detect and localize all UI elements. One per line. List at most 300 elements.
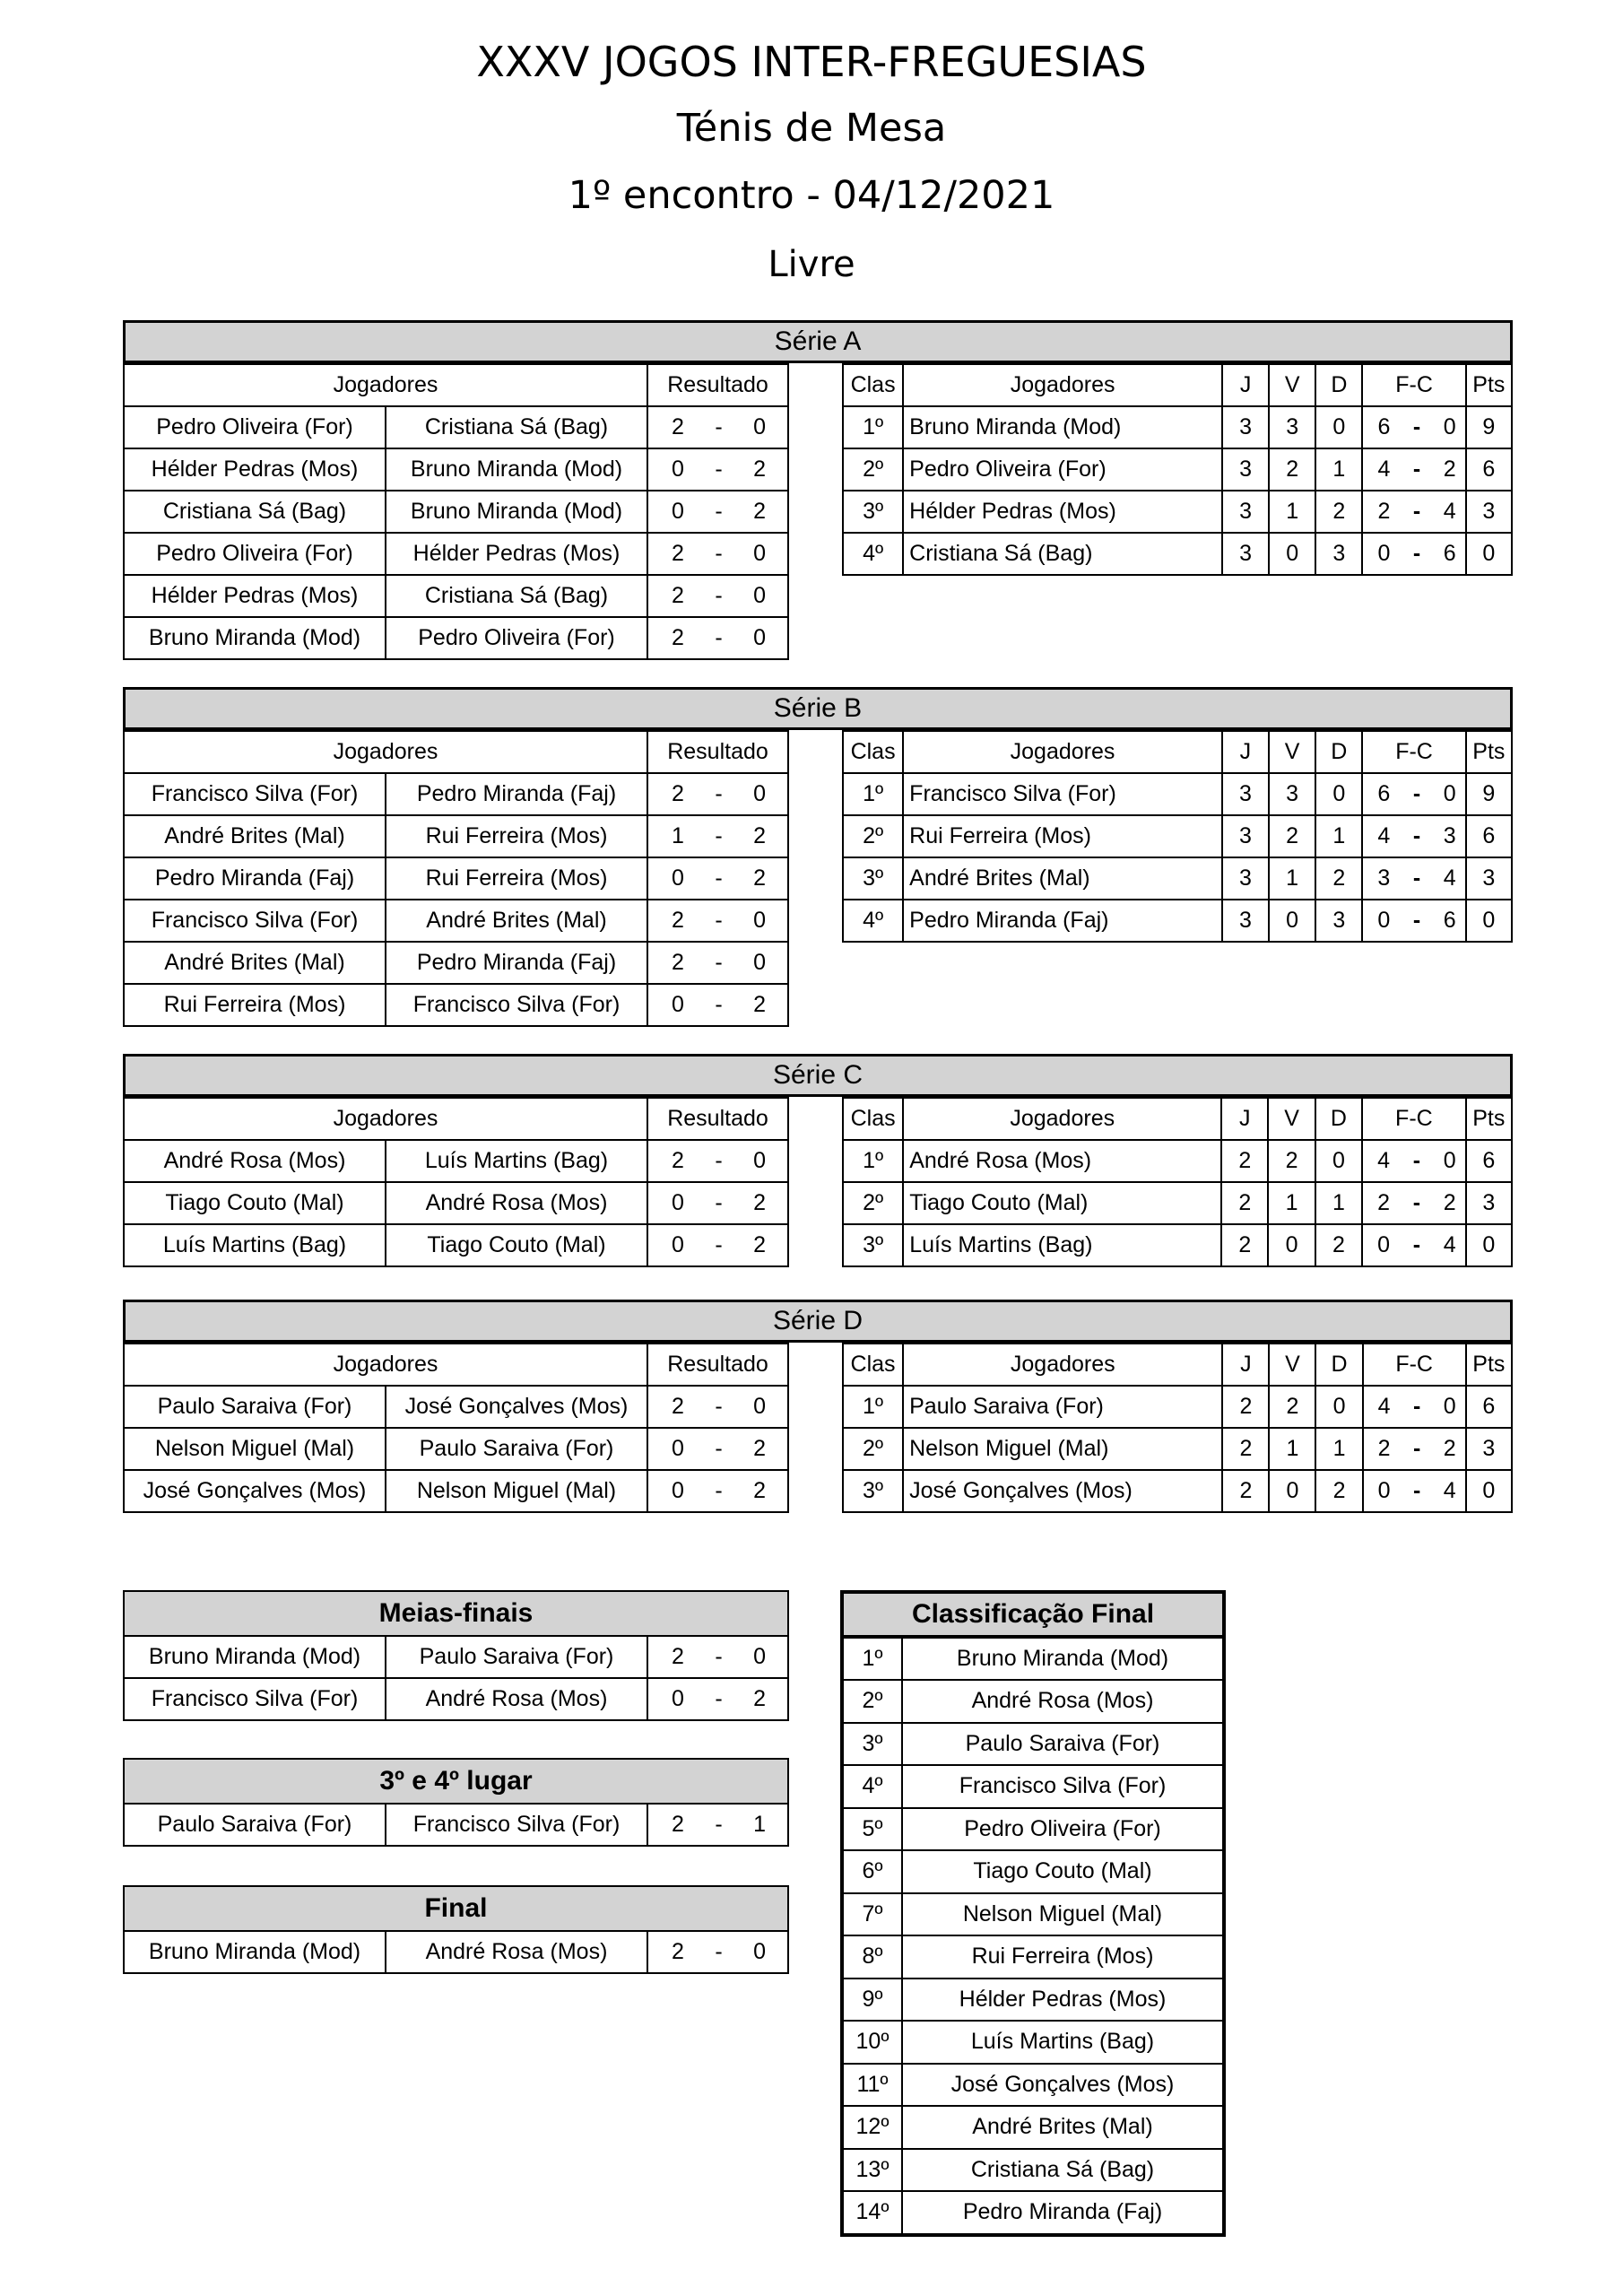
score-right: 2: [753, 1190, 766, 1215]
header-clas: Clas: [843, 364, 903, 406]
header-pts: Pts: [1466, 731, 1512, 773]
header-j: J: [1222, 364, 1269, 406]
wins: 1: [1269, 857, 1315, 900]
series-title: Série D: [123, 1300, 1513, 1343]
header-fc: F-C: [1362, 364, 1465, 406]
score-right: 2: [753, 457, 766, 482]
score-cell: [1362, 857, 1465, 900]
player-name: Pedro Miranda (Faj): [902, 2191, 1224, 2235]
header-j: J: [1221, 1098, 1268, 1140]
player-name: André Brites (Mal): [902, 2106, 1224, 2149]
games-played: 3: [1222, 900, 1269, 942]
series-title: Série A: [123, 320, 1513, 363]
player-1: André Rosa (Mos): [124, 1140, 386, 1182]
player-1: José Gonçalves (Mos): [124, 1470, 386, 1512]
rank: 3º: [843, 491, 903, 533]
rank: 2º: [843, 1428, 903, 1470]
losses: 3: [1315, 900, 1362, 942]
score-right: 4: [1443, 1232, 1456, 1257]
player-2: Paulo Saraiva (For): [386, 1636, 647, 1678]
player-name: Rui Ferreira (Mos): [903, 815, 1222, 857]
wins: 2: [1268, 1140, 1315, 1182]
score-left: 2: [672, 541, 684, 566]
points: 3: [1466, 1182, 1512, 1224]
player-1: Pedro Oliveira (For): [124, 406, 386, 448]
score-left: 0: [672, 1436, 684, 1461]
score-right: 2: [1443, 1436, 1456, 1461]
player-name: Pedro Oliveira (For): [902, 1808, 1224, 1851]
header-fc: F-C: [1362, 1098, 1465, 1140]
player-1: Bruno Miranda (Mod): [124, 1931, 386, 1973]
wins: 1: [1269, 491, 1315, 533]
points: 0: [1466, 1470, 1512, 1512]
standings-header-row: [843, 1344, 1512, 1386]
standings-row: [843, 773, 1512, 815]
player-2: Luís Martins (Bag): [386, 1140, 647, 1182]
score-cell: [1362, 1182, 1465, 1224]
header-resultado: Resultado: [647, 1098, 788, 1140]
score-left: 6: [1377, 414, 1391, 439]
standings-header-row: [843, 1098, 1512, 1140]
score: [648, 414, 787, 440]
points: 0: [1466, 1224, 1512, 1266]
score-right: 0: [753, 1148, 766, 1173]
player-name: Rui Ferreira (Mos): [902, 1935, 1224, 1979]
score-right: 0: [1443, 781, 1456, 806]
score-dash: -: [715, 1644, 723, 1669]
game-row: [124, 617, 788, 659]
knockout-title: 3º e 4º lugar: [124, 1759, 788, 1804]
final-classification-title: Classificação Final: [842, 1592, 1224, 1637]
player-name: Francisco Silva (For): [903, 773, 1222, 815]
header-j: J: [1222, 731, 1269, 773]
header-jogadores: Jogadores: [124, 1098, 647, 1140]
score-cell: [647, 942, 788, 984]
games-played: 3: [1222, 857, 1269, 900]
losses: 2: [1315, 1470, 1362, 1512]
games-table: [123, 730, 789, 1027]
score-cell: [647, 1678, 788, 1720]
player-1: Luís Martins (Bag): [124, 1224, 386, 1266]
score-right: 2: [753, 1436, 766, 1461]
score-left: 2: [672, 1812, 684, 1837]
score-right: 4: [1443, 1478, 1456, 1503]
score: [648, 1686, 787, 1712]
score-dash: -: [1412, 823, 1421, 848]
standings-row: [843, 1386, 1512, 1428]
losses: 0: [1315, 773, 1362, 815]
score-dash: -: [1412, 1394, 1421, 1419]
score-right: 2: [753, 823, 766, 848]
game-row: [124, 1428, 788, 1470]
rank: 1º: [843, 773, 903, 815]
losses: 2: [1315, 1224, 1362, 1266]
header-v: V: [1269, 1344, 1315, 1386]
score: [648, 457, 787, 483]
score-right: 6: [1443, 541, 1456, 566]
games-played: 3: [1222, 491, 1269, 533]
rank: 9º: [842, 1979, 902, 2022]
score: [1363, 823, 1464, 849]
score-cell: [1362, 1224, 1465, 1266]
games-header-row: [124, 1344, 788, 1386]
losses: 3: [1315, 533, 1362, 575]
rank: 3º: [842, 1723, 902, 1766]
rank: 13º: [842, 2149, 902, 2192]
player-1: Bruno Miranda (Mod): [124, 617, 386, 659]
score-dash: -: [715, 823, 723, 848]
points: 9: [1466, 773, 1512, 815]
player-name: André Brites (Mal): [903, 857, 1222, 900]
score-left: 2: [672, 1644, 684, 1669]
points: 0: [1466, 533, 1512, 575]
player-1: Bruno Miranda (Mod): [124, 1636, 386, 1678]
score-right: 2: [1443, 1190, 1456, 1215]
score: [1363, 1232, 1464, 1258]
score-dash: -: [1412, 1148, 1421, 1173]
score: [1363, 865, 1464, 891]
player-1: Rui Ferreira (Mos): [124, 984, 386, 1026]
header-pts: Pts: [1466, 364, 1512, 406]
game-row: [124, 1386, 788, 1428]
game-row: [124, 1224, 788, 1266]
score-left: 2: [672, 583, 684, 608]
score-cell: [647, 1386, 788, 1428]
games-played: 3: [1222, 815, 1269, 857]
standings-row: [843, 533, 1512, 575]
score: [648, 1394, 787, 1420]
header-d: D: [1315, 731, 1362, 773]
score-left: 2: [1377, 1436, 1391, 1461]
rank: 7º: [842, 1893, 902, 1936]
header-jogadores: Jogadores: [903, 364, 1222, 406]
player-1: Francisco Silva (For): [124, 900, 386, 942]
games-played: 3: [1222, 773, 1269, 815]
score-left: 2: [672, 908, 684, 933]
player-2: Bruno Miranda (Mod): [386, 448, 647, 491]
score-cell: [647, 1224, 788, 1266]
classification-row: [842, 2064, 1224, 2107]
score-right: 2: [753, 865, 766, 891]
score: [648, 992, 787, 1018]
classification-row: [842, 2021, 1224, 2064]
losses: 0: [1315, 406, 1362, 448]
score-right: 2: [753, 1686, 766, 1711]
game-row: [124, 773, 788, 815]
game-row: [124, 942, 788, 984]
player-2: André Rosa (Mos): [386, 1931, 647, 1973]
player-1: Nelson Miguel (Mal): [124, 1428, 386, 1470]
score-dash: -: [715, 499, 723, 524]
score-cell: [647, 533, 788, 575]
score-cell: [647, 857, 788, 900]
rank: 1º: [842, 1637, 902, 1681]
score-right: 2: [753, 499, 766, 524]
score: [1364, 1394, 1465, 1420]
points: 6: [1466, 1386, 1512, 1428]
score-right: 0: [753, 908, 766, 933]
score-left: 0: [1377, 541, 1391, 566]
losses: 1: [1315, 1428, 1362, 1470]
score-cell: [647, 491, 788, 533]
score-right: 0: [753, 1939, 766, 1964]
score-dash: -: [715, 414, 723, 439]
score-right: 6: [1443, 908, 1456, 933]
score: [648, 865, 787, 891]
header-clas: Clas: [843, 1098, 903, 1140]
score-cell: [647, 815, 788, 857]
score-cell: [647, 406, 788, 448]
player-2: Pedro Miranda (Faj): [386, 942, 647, 984]
score-right: 4: [1443, 499, 1456, 524]
player-1: Paulo Saraiva (For): [124, 1804, 386, 1846]
losses: 0: [1315, 1140, 1362, 1182]
score-dash: -: [1412, 781, 1421, 806]
rank: 11º: [842, 2064, 902, 2107]
score-cell: [647, 1804, 788, 1846]
score-dash: -: [715, 781, 723, 806]
player-2: Pedro Oliveira (For): [386, 617, 647, 659]
score-dash: -: [715, 583, 723, 608]
classification-row: [842, 1979, 1224, 2022]
score-left: 0: [1377, 1478, 1391, 1503]
player-2: André Rosa (Mos): [386, 1678, 647, 1720]
score-cell: [1363, 1428, 1466, 1470]
games-table: [123, 1343, 789, 1513]
rank: 12º: [842, 2106, 902, 2149]
score-cell: [647, 1182, 788, 1224]
rank: 2º: [843, 815, 903, 857]
standings-row: [843, 815, 1512, 857]
player-name: Hélder Pedras (Mos): [903, 491, 1222, 533]
standings-row: [843, 857, 1512, 900]
rank: 4º: [842, 1765, 902, 1808]
score-left: 0: [672, 1478, 684, 1503]
score-dash: -: [1412, 1478, 1421, 1503]
standings-table: [842, 730, 1513, 943]
game-row: [124, 1678, 788, 1720]
score: [648, 1939, 787, 1965]
player-1: Francisco Silva (For): [124, 1678, 386, 1720]
score: [648, 1190, 787, 1216]
rank: 1º: [843, 406, 903, 448]
score-cell: [1362, 1140, 1465, 1182]
knockout-table: [123, 1885, 789, 1974]
score-left: 4: [1377, 823, 1391, 848]
losses: 1: [1315, 1182, 1362, 1224]
score-right: 0: [753, 541, 766, 566]
game-row: [124, 491, 788, 533]
standings-row: [843, 1182, 1512, 1224]
wins: 1: [1269, 1428, 1315, 1470]
wins: 0: [1269, 533, 1315, 575]
knockout-table: [123, 1758, 789, 1847]
score: [1363, 414, 1464, 440]
games-played: 3: [1222, 406, 1269, 448]
classification-row: [842, 2149, 1224, 2192]
game-row: [124, 900, 788, 942]
standings-row: [843, 491, 1512, 533]
player-1: Hélder Pedras (Mos): [124, 575, 386, 617]
classification-row: [842, 1935, 1224, 1979]
standings-row: [843, 406, 1512, 448]
score-dash: -: [715, 1478, 723, 1503]
score-dash: -: [1412, 865, 1421, 891]
game-row: [124, 575, 788, 617]
player-2: Rui Ferreira (Mos): [386, 815, 647, 857]
page-subtitle: Ténis de Mesa: [676, 106, 947, 151]
score-dash: -: [715, 908, 723, 933]
category-label: Livre: [768, 244, 855, 285]
classification-row: [842, 1680, 1224, 1723]
score-dash: -: [1412, 414, 1421, 439]
games-played: 3: [1222, 533, 1269, 575]
game-row: [124, 1470, 788, 1512]
standings-row: [843, 1428, 1512, 1470]
points: 6: [1466, 448, 1512, 491]
games-played: 2: [1222, 1428, 1269, 1470]
losses: 2: [1315, 491, 1362, 533]
wins: 2: [1269, 448, 1315, 491]
rank: 6º: [842, 1850, 902, 1893]
header-jogadores: Jogadores: [903, 1098, 1221, 1140]
series-title: Série C: [123, 1054, 1513, 1097]
header-d: D: [1315, 1344, 1362, 1386]
rank: 10º: [842, 2021, 902, 2064]
score: [1364, 1478, 1465, 1504]
knockout-table: [123, 1590, 789, 1721]
score-left: 3: [1377, 865, 1391, 891]
score-cell: [647, 1470, 788, 1512]
score: [1363, 499, 1464, 525]
score-left: 2: [672, 1148, 684, 1173]
rank: 5º: [842, 1808, 902, 1851]
score-dash: -: [1412, 541, 1421, 566]
header-pts: Pts: [1466, 1344, 1512, 1386]
score-dash: -: [715, 1190, 723, 1215]
standings-row: [843, 1224, 1512, 1266]
player-1: André Brites (Mal): [124, 942, 386, 984]
score-left: 1: [672, 823, 684, 848]
score-right: 2: [753, 1478, 766, 1503]
score-left: 0: [1377, 1232, 1391, 1257]
header-fc: F-C: [1362, 731, 1465, 773]
wins: 2: [1269, 815, 1315, 857]
player-name: Tiago Couto (Mal): [902, 1850, 1224, 1893]
player-name: Bruno Miranda (Mod): [903, 406, 1222, 448]
score: [648, 823, 787, 849]
score: [648, 1478, 787, 1504]
score-dash: -: [715, 1686, 723, 1711]
score-right: 0: [753, 781, 766, 806]
classification-row: [842, 1893, 1224, 1936]
final-classification-header-row: [842, 1592, 1224, 1637]
standings-header-row: [843, 364, 1512, 406]
game-row: [124, 1804, 788, 1846]
knockout-header-row: [124, 1591, 788, 1636]
score-left: 0: [672, 992, 684, 1017]
score-right: 0: [753, 1644, 766, 1669]
points: 3: [1466, 857, 1512, 900]
game-row: [124, 1140, 788, 1182]
player-1: Cristiana Sá (Bag): [124, 491, 386, 533]
standings-row: [843, 900, 1512, 942]
score-dash: -: [715, 1232, 723, 1257]
score-left: 0: [672, 499, 684, 524]
header-resultado: Resultado: [647, 1344, 788, 1386]
rank: 4º: [843, 900, 903, 942]
player-name: Luís Martins (Bag): [902, 2021, 1224, 2064]
score-cell: [647, 617, 788, 659]
player-1: Pedro Oliveira (For): [124, 533, 386, 575]
player-name: Nelson Miguel (Mal): [902, 1893, 1224, 1936]
header-fc: F-C: [1363, 1344, 1466, 1386]
header-jogadores: Jogadores: [903, 731, 1222, 773]
classification-row: [842, 2106, 1224, 2149]
score: [1363, 457, 1464, 483]
standings-table: [842, 1097, 1513, 1267]
standings-row: [843, 1140, 1512, 1182]
wins: 0: [1268, 1224, 1315, 1266]
score-left: 2: [672, 781, 684, 806]
header-v: V: [1269, 731, 1315, 773]
standings-table: [842, 1343, 1513, 1513]
player-2: Paulo Saraiva (For): [386, 1428, 647, 1470]
player-2: Rui Ferreira (Mos): [386, 857, 647, 900]
player-name: Paulo Saraiva (For): [903, 1386, 1222, 1428]
player-name: José Gonçalves (Mos): [903, 1470, 1222, 1512]
score-cell: [647, 1140, 788, 1182]
score: [1363, 1190, 1464, 1216]
player-2: José Gonçalves (Mos): [386, 1386, 647, 1428]
score: [648, 1644, 787, 1670]
score-cell: [1362, 900, 1465, 942]
score-dash: -: [715, 950, 723, 975]
header-pts: Pts: [1466, 1098, 1512, 1140]
score-left: 2: [1377, 499, 1391, 524]
standings-table: [842, 363, 1513, 576]
score: [648, 950, 787, 976]
games-header-row: [124, 731, 788, 773]
player-2: Cristiana Sá (Bag): [386, 575, 647, 617]
score-left: 0: [672, 1232, 684, 1257]
score-left: 0: [672, 1190, 684, 1215]
games-played: 2: [1222, 1470, 1269, 1512]
score: [648, 1436, 787, 1462]
score-left: 2: [672, 950, 684, 975]
score-cell: [1362, 406, 1465, 448]
score: [1363, 541, 1464, 567]
player-2: Francisco Silva (For): [386, 984, 647, 1026]
wins: 1: [1268, 1182, 1315, 1224]
score-dash: -: [715, 865, 723, 891]
points: 3: [1466, 491, 1512, 533]
score-right: 2: [753, 1232, 766, 1257]
player-name: Luís Martins (Bag): [903, 1224, 1221, 1266]
score: [1364, 1436, 1465, 1462]
player-name: Pedro Oliveira (For): [903, 448, 1222, 491]
classification-row: [842, 1808, 1224, 1851]
player-name: Cristiana Sá (Bag): [902, 2149, 1224, 2192]
losses: 1: [1315, 448, 1362, 491]
score: [648, 1232, 787, 1258]
player-1: André Brites (Mal): [124, 815, 386, 857]
rank: 2º: [843, 448, 903, 491]
score-right: 1: [753, 1812, 766, 1837]
header-resultado: Resultado: [647, 731, 788, 773]
score-right: 2: [1443, 457, 1456, 482]
header-clas: Clas: [843, 1344, 903, 1386]
